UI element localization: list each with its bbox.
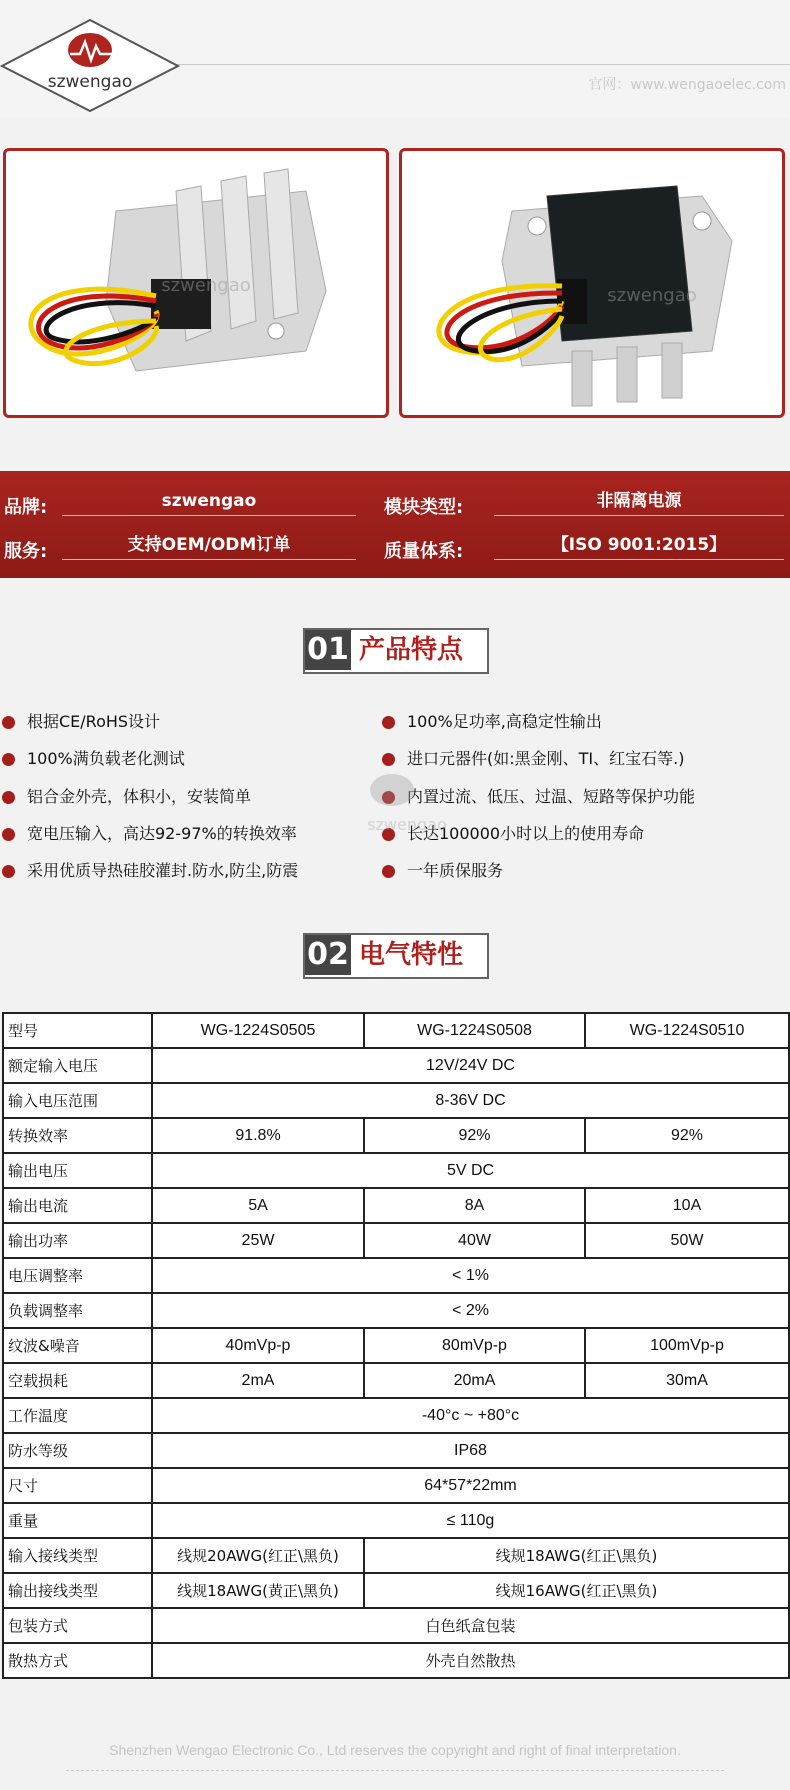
feature-item: 宽电压输入，高达92-97%的转换效率 [27,823,297,845]
table-cell: IP68 [152,1433,789,1468]
table-cell: 92% [364,1118,585,1153]
logo-text: szwengao [47,72,133,92]
brand-info-bar [0,471,790,578]
feature-item: 进口元器件(如:黑金刚、TI、红宝石等.) [407,748,684,770]
feature-item: 100%满负载老化测试 [27,748,185,770]
table-cell: 5V DC [152,1153,789,1188]
table-cell: 线规16AWG(红正\黑负) [364,1573,789,1608]
table-row [3,1153,789,1188]
table-row [3,1083,789,1118]
section-title-text: 电气特性 [359,940,464,970]
bullet-dot-icon [382,865,395,878]
bullet-dot-icon [2,791,15,804]
table-row [3,1433,789,1468]
table-row [3,1608,789,1643]
row-label-cell: 重量 [3,1503,152,1538]
features-section-title [303,628,487,672]
table-cell: 2mA [152,1363,364,1398]
table-row [3,1188,789,1223]
bullet-dot-icon [2,753,15,766]
center-watermark [352,768,462,838]
table-row [3,1118,789,1153]
table-row [3,1293,789,1328]
website-url[interactable]: 官网：www.wengaoelec.com [588,77,786,93]
module-type-value: 非隔离电源 [494,489,784,516]
table-cell: 64*57*22mm [152,1468,789,1503]
feature-item: 铝合金外壳，体积小，安装简单 [27,786,251,808]
table-cell: 外壳自然散热 [152,1643,789,1678]
table-cell: 100mVp-p [585,1328,789,1363]
company-logo [0,18,180,113]
table-header-cell: 型号 [3,1013,152,1048]
feature-item: 长达100000小时以上的使用寿命 [407,823,644,845]
copyright-footer: Shenzhen Wengao Electronic Co., Ltd reserves the copyright and right of final interpretation. [109,1742,681,1758]
table-row [3,1258,789,1293]
row-label-cell: 尺寸 [3,1468,152,1503]
row-label-cell: 输入接线类型 [3,1538,152,1573]
service-value: 支持OEM/ODM订单 [62,533,356,560]
table-cell: ≤ 110g [152,1503,789,1538]
table-row [3,1538,789,1573]
page-header [0,0,790,118]
row-label-cell: 包装方式 [3,1608,152,1643]
quality-system-value: 【ISO 9001:2015】 [494,533,784,560]
table-cell: 25W [152,1223,364,1258]
row-label-cell: 输出接线类型 [3,1573,152,1608]
section-number: 02 [305,935,351,975]
table-cell: 线规18AWG(红正\黑负) [364,1538,789,1573]
footer-divider [66,1770,724,1771]
table-cell: 20mA [364,1363,585,1398]
table-row [3,1468,789,1503]
table-cell: 40mVp-p [152,1328,364,1363]
brand-label: 品牌: [4,497,48,518]
table-cell: 40W [364,1223,585,1258]
row-label-cell: 额定输入电压 [3,1048,152,1083]
quality-system-label: 质量体系: [384,541,464,562]
row-label-cell: 空载损耗 [3,1363,152,1398]
service-label: 服务: [4,541,48,562]
row-label-cell: 输出功率 [3,1223,152,1258]
row-label-cell: 纹波&噪音 [3,1328,152,1363]
feature-item: 一年质保服务 [407,860,503,882]
table-cell: 92% [585,1118,789,1153]
bullet-dot-icon [2,865,15,878]
photo-watermark: szwengao [161,275,251,296]
table-cell: -40°c ~ +80°c [152,1398,789,1433]
row-label-cell: 输出电压 [3,1153,152,1188]
module-type-label: 模块类型: [384,497,464,518]
table-header-row [3,1013,789,1048]
feature-item: 内置过流、低压、过温、短路等保护功能 [407,786,695,808]
row-label-cell: 防水等级 [3,1433,152,1468]
spec-table [2,1012,790,1679]
spec-section-title [303,933,487,977]
module-illustration-front [6,151,386,415]
row-label-cell: 转换效率 [3,1118,152,1153]
table-cell: < 2% [152,1293,789,1328]
photo-watermark: szwengao [607,285,697,306]
table-cell: 12V/24V DC [152,1048,789,1083]
row-label-cell: 电压调整率 [3,1258,152,1293]
product-photo-front [3,148,389,418]
watermark-text: szwengao [367,815,447,834]
table-cell: 10A [585,1188,789,1223]
table-cell: < 1% [152,1258,789,1293]
table-cell: 白色纸盒包装 [152,1608,789,1643]
bullet-dot-icon [382,716,395,729]
table-row [3,1048,789,1083]
product-photo-back [399,148,785,418]
table-cell: 80mVp-p [364,1328,585,1363]
table-cell: 8-36V DC [152,1083,789,1118]
module-illustration-back [402,151,782,415]
bullet-dot-icon [2,716,15,729]
row-label-cell: 输入电压范围 [3,1083,152,1118]
table-row [3,1643,789,1678]
table-cell: 5A [152,1188,364,1223]
table-cell: 91.8% [152,1118,364,1153]
row-label-cell: 负载调整率 [3,1293,152,1328]
header-divider [170,64,790,65]
table-row [3,1573,789,1608]
table-cell: 8A [364,1188,585,1223]
feature-item: 根据CE/RoHS设计 [27,711,160,733]
bullet-dot-icon [2,828,15,841]
row-label-cell: 工作温度 [3,1398,152,1433]
table-header-cell: WG-1224S0510 [585,1013,789,1048]
bullet-dot-icon [382,753,395,766]
section-title-text: 产品特点 [359,635,464,665]
table-header-cell: WG-1224S0505 [152,1013,364,1048]
table-row [3,1398,789,1433]
table-row [3,1328,789,1363]
row-label-cell: 输出电流 [3,1188,152,1223]
feature-item: 采用优质导热硅胶灌封.防水,防尘,防震 [27,860,298,882]
table-row [3,1503,789,1538]
feature-item: 100%足功率,高稳定性输出 [407,711,602,733]
table-row [3,1363,789,1398]
table-cell: 线规20AWG(红正\黑负) [152,1538,364,1573]
table-cell: 50W [585,1223,789,1258]
table-cell: 线规18AWG(黄正\黑负) [152,1573,364,1608]
table-header-cell: WG-1224S0508 [364,1013,585,1048]
brand-value: szwengao [62,489,356,516]
section-number: 01 [305,630,351,670]
table-cell: 30mA [585,1363,789,1398]
table-row [3,1223,789,1258]
row-label-cell: 散热方式 [3,1643,152,1678]
